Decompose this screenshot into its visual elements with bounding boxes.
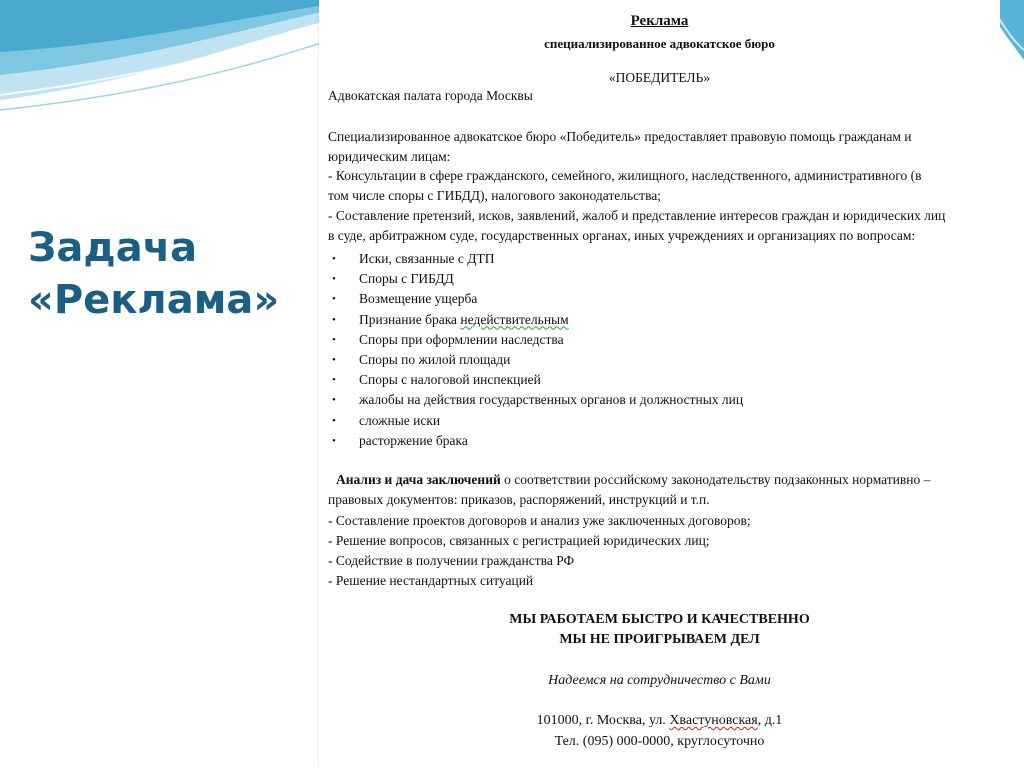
doc-bullet-list <box>332 249 743 451</box>
doc-firm-name: «ПОБЕДИТЕЛЬ» <box>608 70 711 85</box>
doc-slogan-2: МЫ НЕ ПРОИГРЫВАЕМ ДЕЛ <box>559 632 760 647</box>
list-item: • Споры с налоговой инспекцией <box>332 372 541 388</box>
list-item: • Признание брака недействительным <box>332 311 569 327</box>
doc-address: 101000, г. Москва, ул. Хвастуновская, д.1 <box>536 713 783 728</box>
doc-service-2: - Решение вопросов, связанных с регистрацией юридических лиц; <box>328 533 710 548</box>
decorative-wave-left <box>0 0 330 130</box>
doc-intro-line2: юридическим лицам: <box>328 149 451 164</box>
doc-closing: Надеемся на сотрудничество с Вами <box>548 673 771 688</box>
list-item: • Возмещение ущерба <box>332 291 478 307</box>
doc-analysis-line2: правовых документов: приказов, распоряжений, инструкций и т.п. <box>328 492 710 507</box>
doc-service-4: - Решение нестандартных ситуаций <box>328 573 534 588</box>
doc-phone: Тел. (095) 000-0000, круглосуточно <box>554 734 765 749</box>
doc-item1-line1: - Консультации в сфере гражданского, семейного, жилищного, наследственного, административного (в <box>328 168 922 183</box>
spellcheck-marked-word: Хвастуновская <box>669 713 758 728</box>
slide-title <box>28 222 318 326</box>
list-item: • Споры по жилой площади <box>332 351 511 367</box>
doc-intro-line1: Специализированное адвокатское бюро «Победитель» предоставляет правовую помощь гражданам и <box>328 129 912 144</box>
list-item: • Споры с ГИБДД <box>332 271 454 287</box>
slide-title-line1: Задача <box>28 225 198 271</box>
doc-slogan-1: МЫ РАБОТАЕМ БЫСТРО И КАЧЕСТВЕННО <box>509 612 810 627</box>
doc-chamber: Адвокатская палата города Москвы <box>328 88 533 103</box>
doc-item1-line2: том числе споры с ГИБДД), налогового законодательства; <box>328 188 662 203</box>
advertisement-document <box>319 0 1000 768</box>
doc-service-3: - Содействие в получении гражданства РФ <box>328 553 575 568</box>
slide-title-line2: «Реклама» <box>28 277 280 323</box>
list-item: • Споры при оформлении наследства <box>332 331 564 347</box>
list-item: • Иски, связанные с ДТП <box>332 251 495 266</box>
list-item: • сложные иски <box>332 412 441 428</box>
doc-analysis-line1: Анализ и дача заключений о соответствии российскому законодательству подзаконных нормативно – <box>336 472 931 487</box>
list-item: • расторжение брака <box>332 432 468 448</box>
doc-subtitle: специализированное адвокатское бюро <box>544 36 775 51</box>
doc-title: Реклама <box>630 13 689 29</box>
spellcheck-marked-word: недействительным <box>460 311 569 327</box>
doc-item2-line1: - Составление претензий, исков, заявлений, жалоб и представление интересов граждан и юридических лиц <box>328 208 946 223</box>
doc-service-1: - Составление проектов договоров и анализ уже заключенных договоров; <box>328 513 751 528</box>
list-item: • жалобы на действия государственных органов и должностных лиц <box>332 392 744 408</box>
doc-item2-line2: в суде, арбитражном суде, государственных органах, иных учреждениях и организациях по вопросам: <box>328 228 916 243</box>
